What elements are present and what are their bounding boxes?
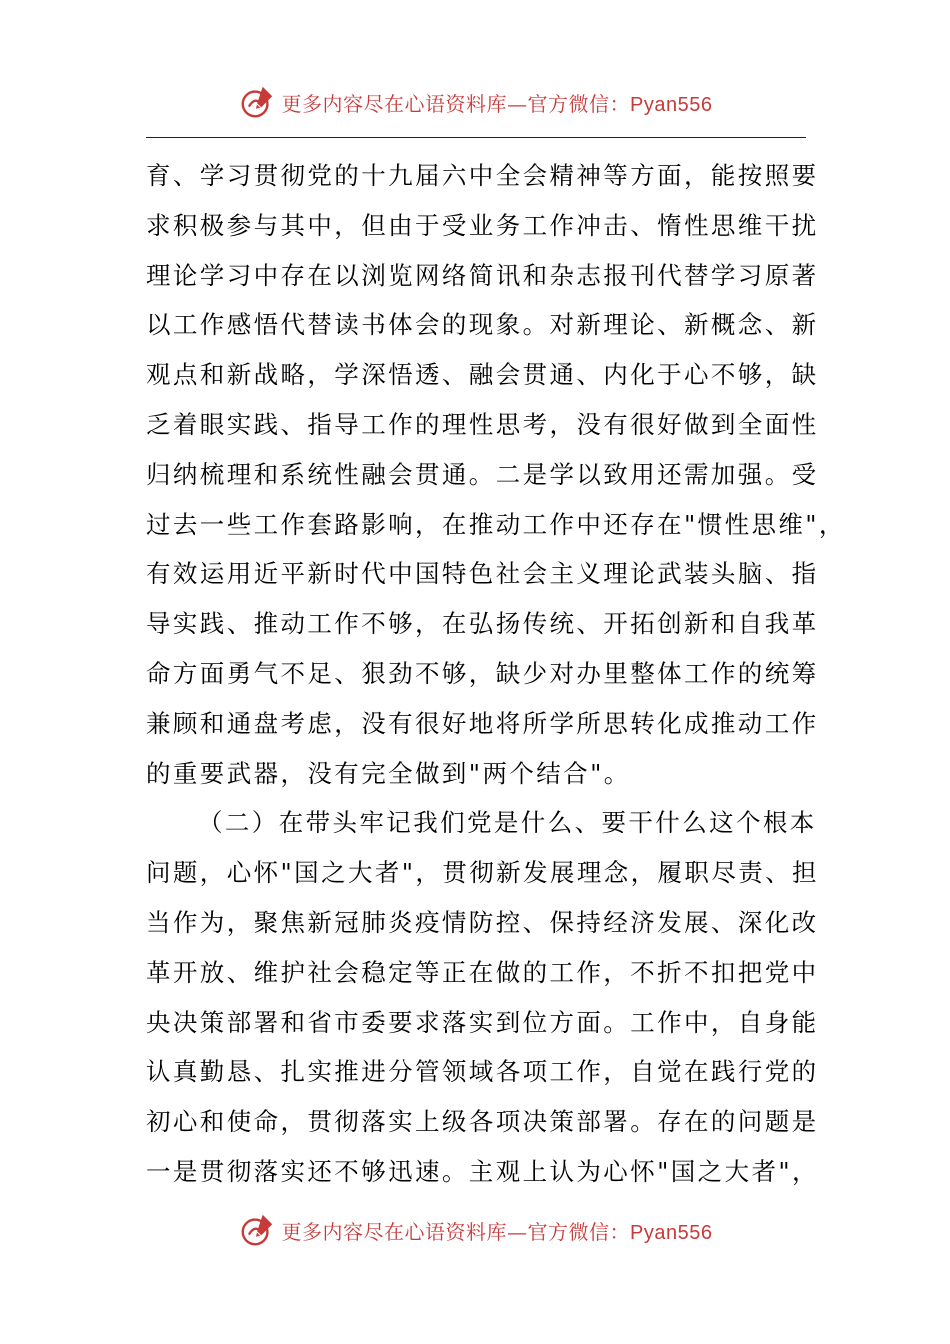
header-divider: [146, 137, 806, 138]
body-line: 的重要武器，没有完全做到"两个结合"。: [146, 758, 631, 788]
body-line: 理论学习中存在以浏览网络简讯和杂志报刊代替学习原著: [146, 260, 819, 290]
body-line: 革开放、维护社会稳定等正在做的工作，不折不扣把党中: [146, 957, 819, 987]
body-line: 兼顾和通盘考虑，没有很好地将所学所思转化成推动工作: [146, 708, 819, 738]
body-line: 初心和使命，贯彻落实上级各项决策部署。存在的问题是: [146, 1107, 819, 1137]
body-line: 问题，心怀"国之大者"，贯彻新发展理念，履职尽责、担: [146, 858, 819, 888]
section-heading-line: （二）在带头牢记我们党是什么、要干什么这个根本: [198, 808, 817, 838]
document-body: [146, 151, 846, 1197]
body-line: 有效运用近平新时代中国特色社会主义理论武装头脑、指: [146, 559, 819, 589]
body-line: 以工作感悟代替读书体会的现象。对新理论、新概念、新: [146, 310, 819, 340]
banner-dash: —: [507, 91, 528, 116]
body-line: 过去一些工作套路影响，在推动工作中还存在"惯性思维"，: [146, 509, 846, 539]
body-line: 一是贯彻落实还不够迅速。主观上认为心怀"国之大者"，: [146, 1156, 819, 1186]
body-line: 归纳梳理和系统性融会贯通。二是学以致用还需加强。受: [146, 459, 819, 489]
body-line: 乏着眼实践、指导工作的理性思考，没有很好做到全面性: [146, 409, 819, 439]
pen-circle-logo-icon: [238, 1211, 276, 1249]
body-line: 导实践、推动工作不够，在弘扬传统、开拓创新和自我革: [146, 609, 819, 639]
header-banner: [0, 82, 950, 122]
banner-label: 官方微信：: [527, 1219, 631, 1244]
banner-wechat-id: Pyan556: [630, 93, 713, 116]
body-line: 求积极参与其中，但由于受业务工作冲击、惰性思维干扰: [146, 210, 819, 240]
banner-title: 更多内容尽在心语资料库: [281, 91, 508, 116]
pen-circle-logo-icon: [238, 83, 276, 121]
footer-banner: [0, 1210, 950, 1250]
banner-dash: —: [507, 1219, 528, 1244]
body-line: 命方面勇气不足、狠劲不够，缺少对办里整体工作的统筹: [146, 658, 819, 688]
body-line: 育、学习贯彻党的十九届六中全会精神等方面，能按照要: [146, 161, 819, 190]
banner-title: 更多内容尽在心语资料库: [281, 1219, 508, 1244]
body-line: 观点和新战略，学深悟透、融会贯通、内化于心不够，缺: [146, 360, 819, 390]
banner-label: 官方微信：: [527, 91, 631, 116]
body-line: 认真勤恳、扎实推进分管领域各项工作，自觉在践行党的: [146, 1057, 819, 1087]
banner-wechat-id: Pyan556: [630, 1221, 713, 1244]
body-line: 当作为，聚焦新冠肺炎疫情防控、保持经济发展、深化改: [146, 907, 819, 937]
body-line: 央决策部署和省市委要求落实到位方面。工作中，自身能: [146, 1007, 819, 1037]
